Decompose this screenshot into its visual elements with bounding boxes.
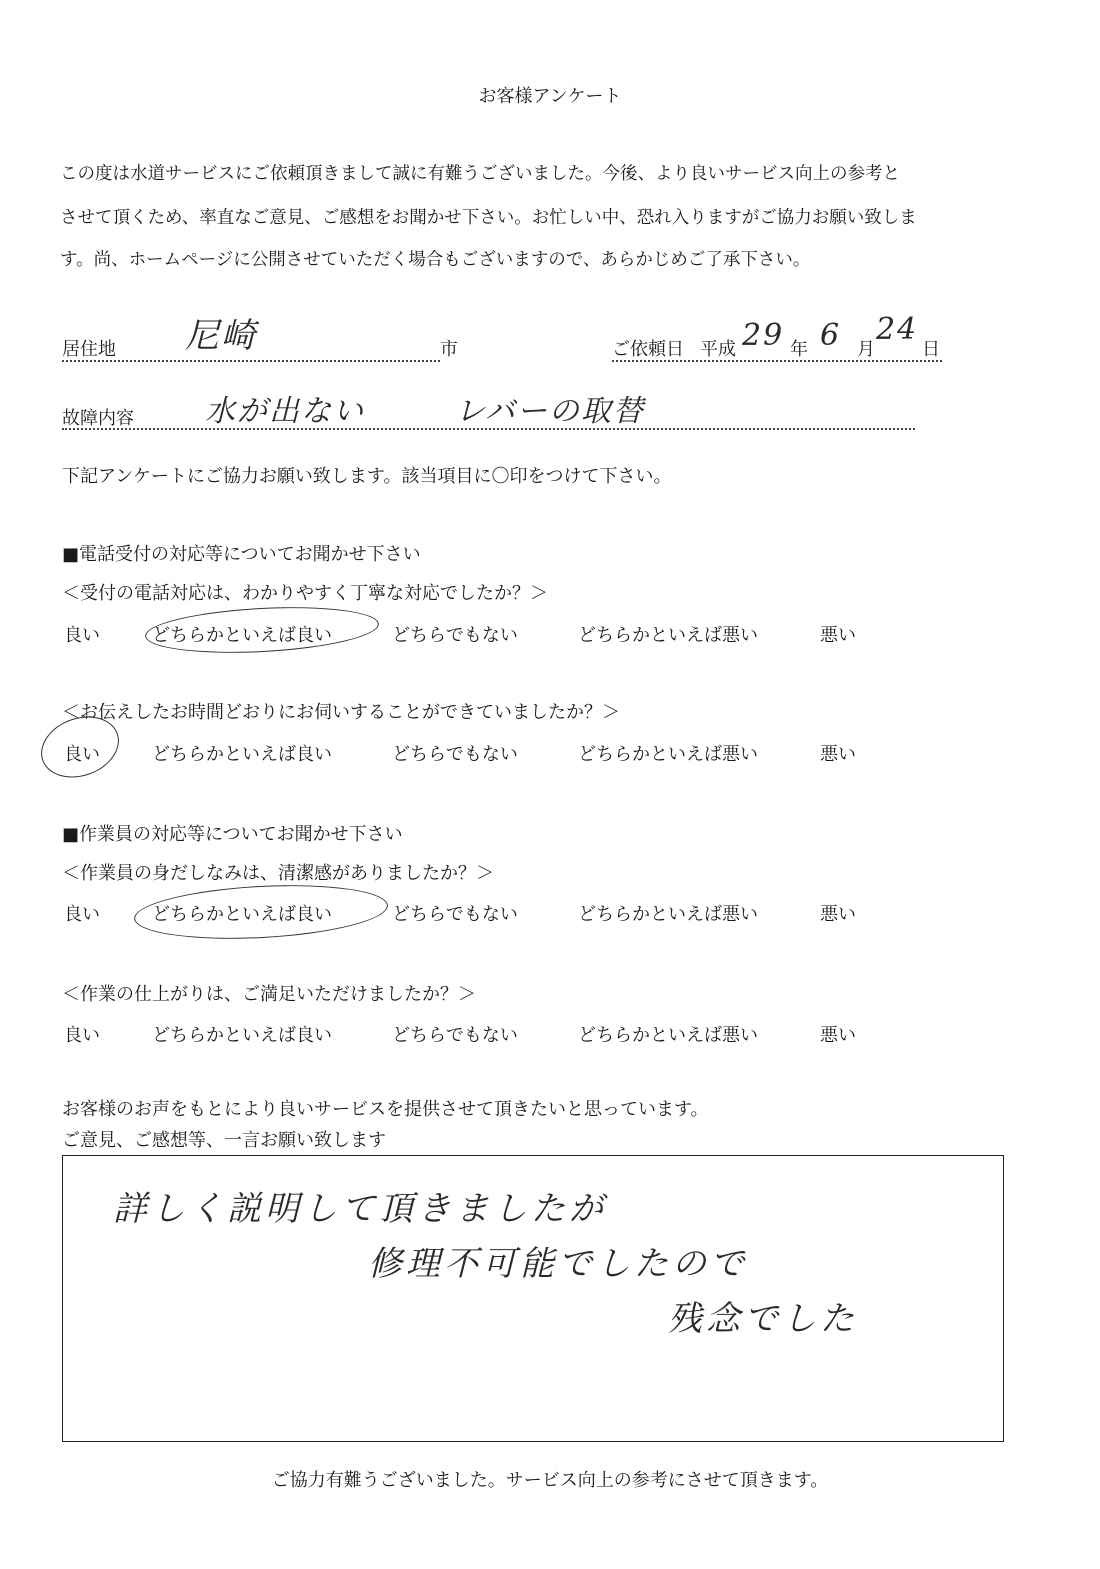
option-good[interactable]: 良い bbox=[64, 904, 100, 925]
residence-suffix: 市 bbox=[440, 339, 458, 360]
request-date-underline bbox=[612, 360, 942, 362]
option-good[interactable]: 良い bbox=[64, 1025, 100, 1046]
fault-label: 故障内容 bbox=[62, 408, 134, 429]
request-date-year-unit: 年 bbox=[790, 339, 808, 360]
request-date-month-unit: 月 bbox=[857, 339, 875, 360]
comment-label: ご意見、ご感想等、一言お願い致します bbox=[62, 1130, 386, 1151]
option-bad[interactable]: 悪い bbox=[820, 744, 856, 765]
section-heading-phone: ■電話受付の対応等についてお聞かせ下さい bbox=[62, 544, 421, 565]
option-bad[interactable]: 悪い bbox=[820, 904, 856, 925]
option-good[interactable]: 良い bbox=[64, 744, 100, 765]
instruction-text: 下記アンケートにご協力お願い致します。該当項目に〇印をつけて下さい。 bbox=[62, 466, 672, 487]
intro-line-3: す。尚、ホームページに公開させていただく場合もございますので、あらかじめご了承下さい。 bbox=[60, 250, 811, 270]
voice-text: お客様のお声をもとにより良いサービスを提供させて頂きたいと思っています。 bbox=[62, 1099, 709, 1120]
option-good[interactable]: 良い bbox=[64, 625, 100, 646]
question-worker-appearance: ＜作業員の身だしなみは、清潔感がありましたか？＞ bbox=[62, 863, 494, 884]
request-date-label: ご依頼日 bbox=[612, 339, 684, 360]
residence-value: 尼崎 bbox=[185, 316, 257, 356]
option-somewhat-bad[interactable]: どちらかといえば悪い bbox=[578, 625, 758, 646]
option-somewhat-bad[interactable]: どちらかといえば悪い bbox=[578, 744, 758, 765]
request-date-month: 6 bbox=[820, 318, 842, 353]
option-neutral[interactable]: どちらでもない bbox=[392, 744, 518, 765]
selection-circle bbox=[133, 879, 389, 944]
comment-box[interactable] bbox=[62, 1155, 1004, 1442]
intro-line-1: この度は水道サービスにご依頼頂きまして誠に有難うございました。今後、より良いサービス向上の参考と bbox=[60, 164, 900, 184]
question-work-result: ＜作業の仕上がりは、ご満足いただけましたか？＞ bbox=[62, 984, 476, 1005]
option-bad[interactable]: 悪い bbox=[820, 1025, 856, 1046]
option-neutral[interactable]: どちらでもない bbox=[392, 904, 518, 925]
comment-line-1: 詳しく説明して頂きましたが bbox=[113, 1189, 607, 1229]
residence-underline bbox=[62, 360, 440, 362]
fault-value-1: 水が出ない bbox=[205, 394, 365, 429]
fault-value-2: レバーの取替 bbox=[455, 394, 645, 429]
option-somewhat-bad[interactable]: どちらかといえば悪い bbox=[578, 904, 758, 925]
option-bad[interactable]: 悪い bbox=[820, 625, 856, 646]
comment-line-3: 残念でした bbox=[668, 1299, 858, 1339]
option-somewhat-good[interactable]: どちらかといえば良い bbox=[152, 904, 332, 925]
section-heading-worker: ■作業員の対応等についてお聞かせ下さい bbox=[62, 824, 403, 845]
page-title: お客様アンケート bbox=[478, 86, 622, 107]
footer-text: ご協力有難うございました。サービス向上の参考にさせて頂きます。 bbox=[271, 1470, 829, 1491]
option-neutral[interactable]: どちらでもない bbox=[392, 1025, 518, 1046]
intro-line-2: させて頂くため、率直なご意見、ご感想をお聞かせ下さい。お忙しい中、恐れ入りますがご協力お願い致しま bbox=[60, 208, 917, 228]
request-date-era: 平成 bbox=[700, 339, 736, 360]
question-phone-manner: ＜受付の電話対応は、わかりやすく丁寧な対応でしたか？＞ bbox=[62, 583, 548, 604]
residence-label: 居住地 bbox=[62, 339, 116, 360]
fault-underline bbox=[62, 428, 915, 430]
option-somewhat-good[interactable]: どちらかといえば良い bbox=[152, 744, 332, 765]
request-date-year: 29 bbox=[742, 318, 785, 353]
option-somewhat-bad[interactable]: どちらかといえば悪い bbox=[578, 1025, 758, 1046]
option-neutral[interactable]: どちらでもない bbox=[392, 625, 518, 646]
option-somewhat-good[interactable]: どちらかといえば良い bbox=[152, 1025, 332, 1046]
selection-circle bbox=[144, 602, 380, 658]
option-somewhat-good[interactable]: どちらかといえば良い bbox=[152, 625, 332, 646]
request-date-day: 24 bbox=[876, 312, 919, 347]
comment-line-2: 修理不可能でしたので bbox=[368, 1244, 748, 1284]
question-arrival-time: ＜お伝えしたお時間どおりにお伺いすることができていましたか？＞ bbox=[62, 702, 620, 723]
request-date-day-unit: 日 bbox=[922, 339, 940, 360]
